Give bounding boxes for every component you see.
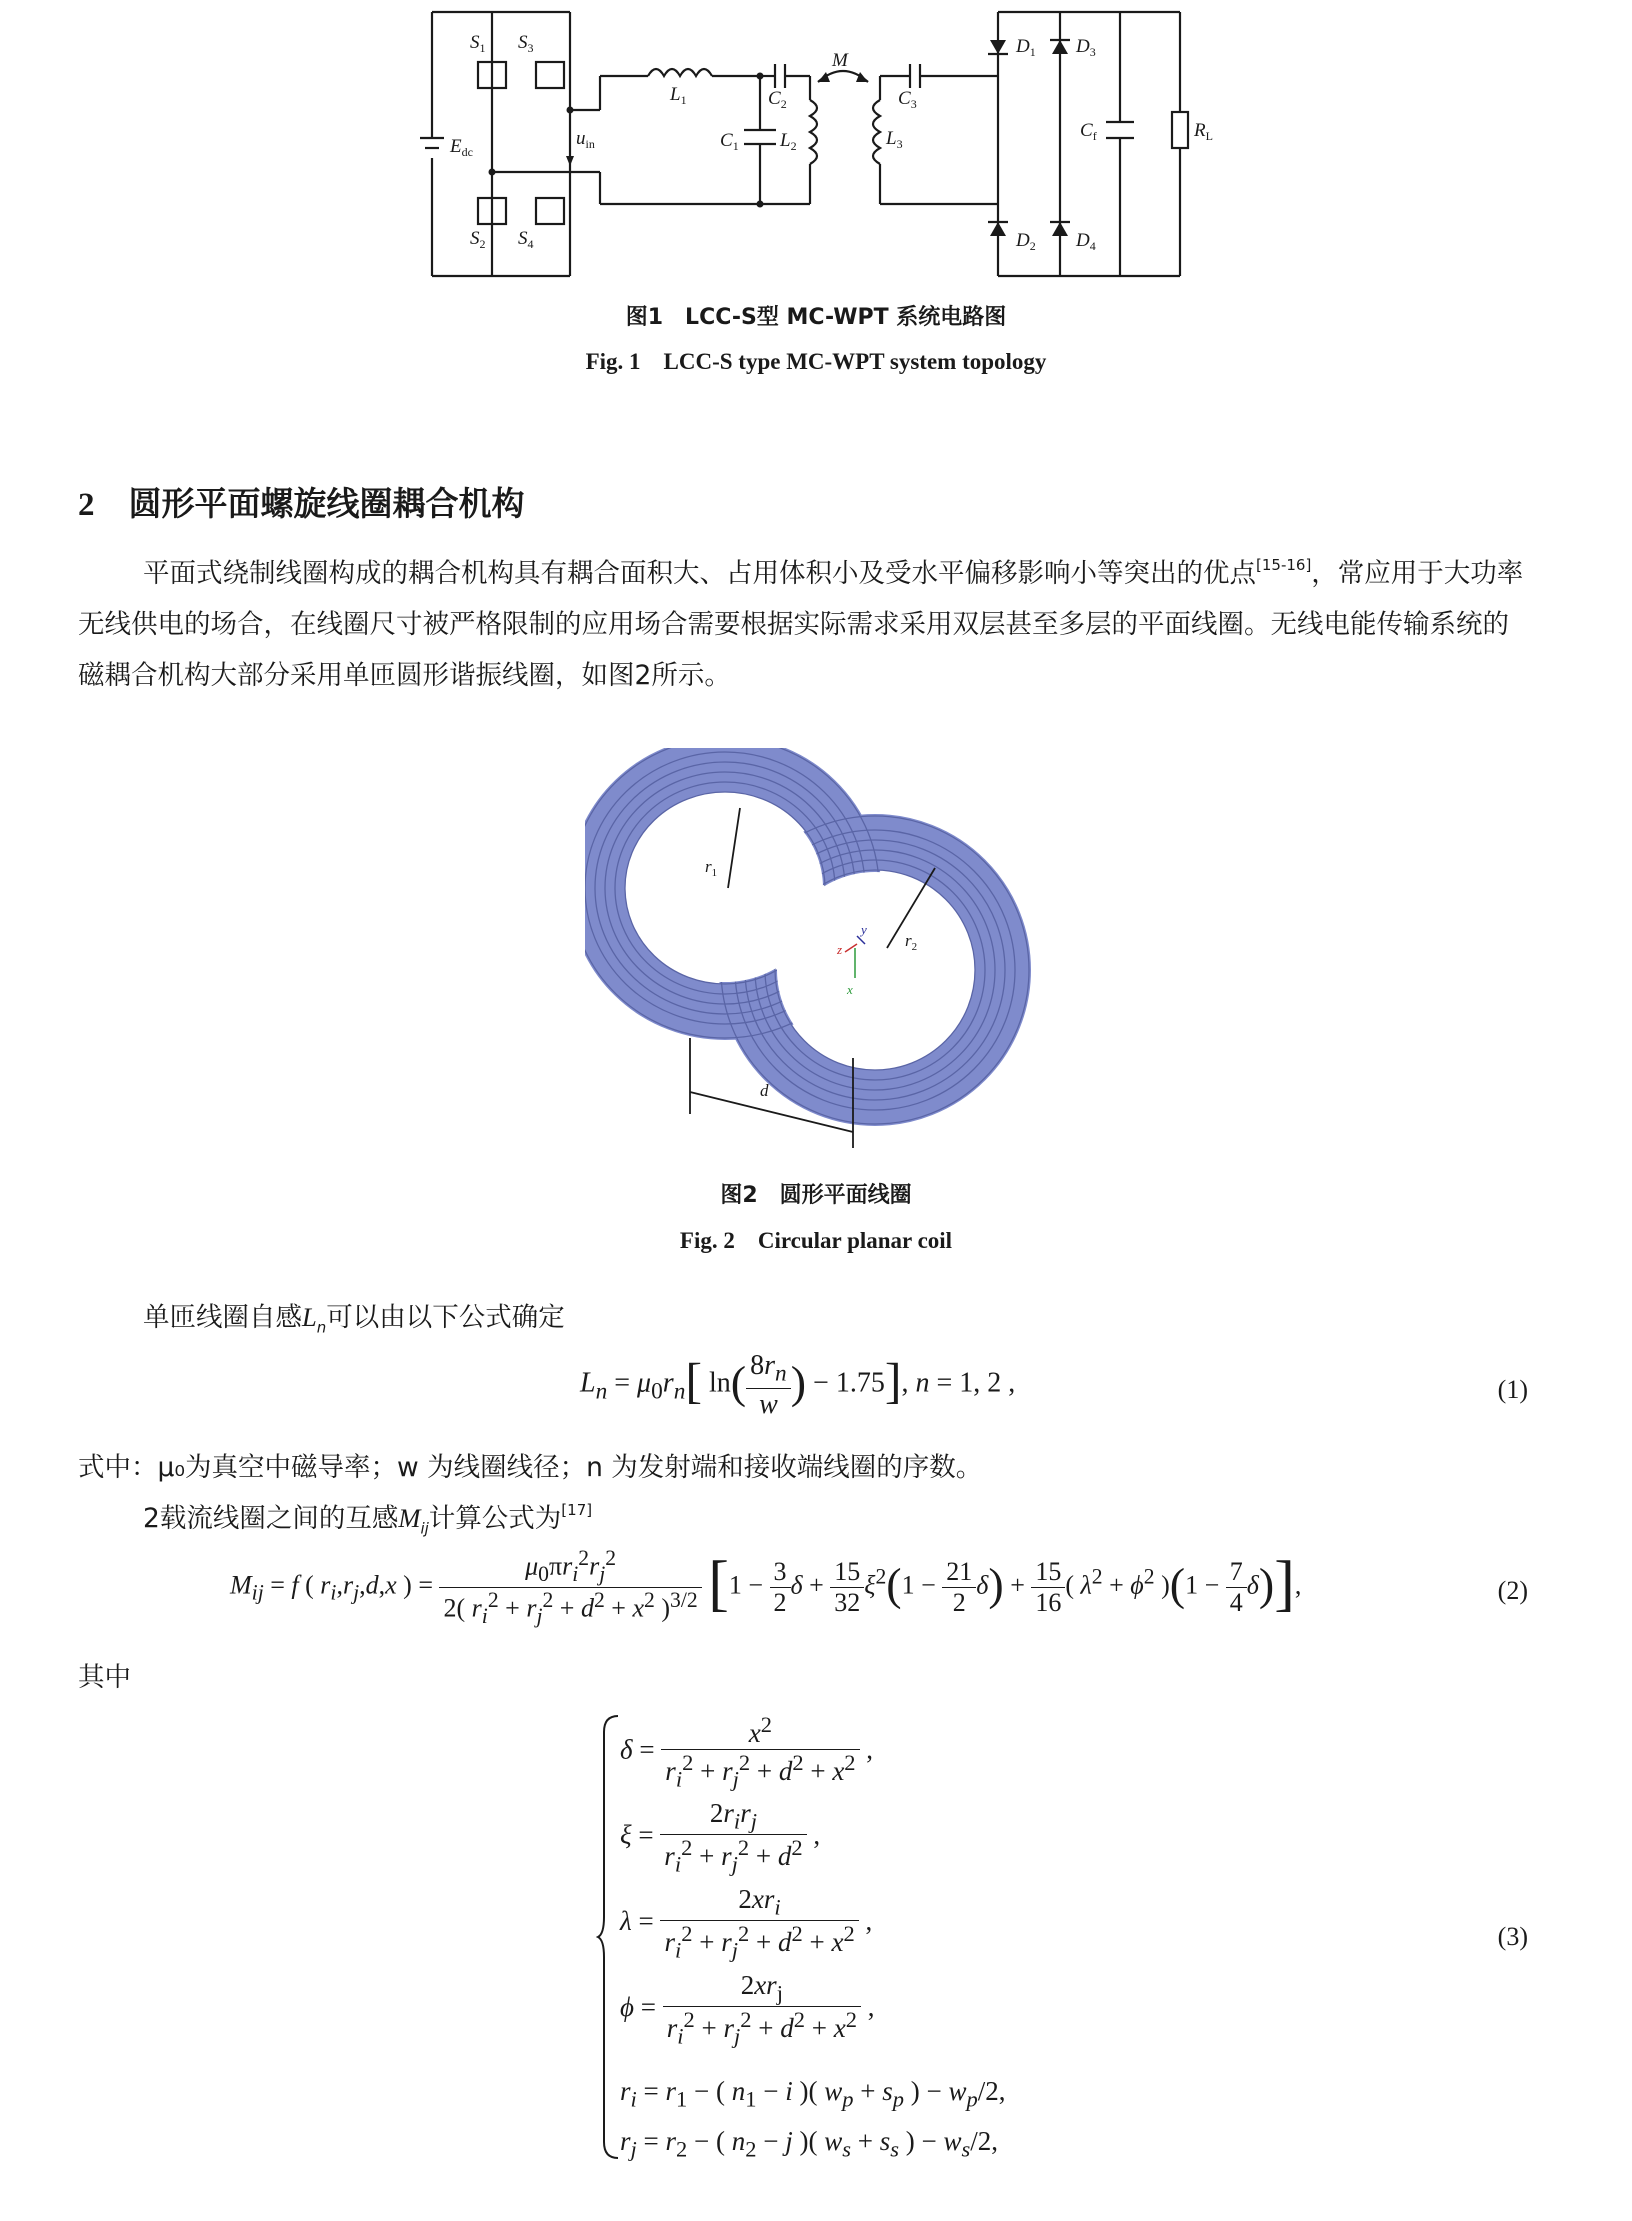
axis-z-label: z: [837, 942, 843, 957]
label-d4: $D_4$: [1076, 230, 1096, 253]
label-l3: $L_3$: [886, 128, 903, 151]
equation-3-xi: ξ = $\frac{2r_ir_j}{r_i^2 + r_j^2 + d^2}$ ,: [620, 1798, 821, 1877]
label-s1: $S_1$: [470, 32, 486, 55]
label-r1: $r_1$: [705, 857, 718, 879]
mutual-inductance-intro: 2载流线圈之间的互感$M_{ij}$计算公式为[17]: [143, 1501, 593, 1538]
label-d-distance: d: [760, 1081, 769, 1100]
section-number: 2: [78, 487, 95, 523]
label-s2: $S_2$: [470, 228, 486, 251]
section-title: 圆形平面螺旋线圈耦合机构: [128, 484, 525, 523]
paragraph-intro: [78, 548, 1528, 701]
citation-15-16: [15-16]: [1256, 556, 1312, 574]
figure1-caption-zh: 图1 LCC-S型 MC-WPT 系统电路图: [625, 305, 1007, 330]
equation-2: $M_{ij} = f$ ( $r_i,r_j,d,x$ ) = $\frac{\mu_0\pi r_i^2r_j^2}{2( r_i^2 + r_j^2 + d^2 + x^2 )^{3/2}}$ [1 − $\frac{3}{2}$ δ + $\frac{15}{32}$ $\xi^2(1$ − $\frac{21}{2}$ δ) + $\frac{15}{16}$ ( $\lambda^2 + \phi^2$ )(1 − $\frac{7}{4}$ δ)],: [230, 1546, 1302, 1628]
label-c3: $C_3$: [898, 88, 917, 111]
label-d1: $D_1$: [1016, 36, 1036, 59]
self-inductance-intro: 单匝线圈自感$L_n$可以由以下公式确定: [143, 1302, 565, 1337]
label-d2: $D_2$: [1016, 230, 1036, 253]
label-d3: $D_3$: [1076, 36, 1096, 59]
paragraph-intro-rest: ，常应用于大功率无线供电的场合，在线圈尺寸被严格限制的应用场合需要根据实际需求采用双层甚至多层的平面线圈。无线电能传输系统的磁耦合机构大部分采用单匝圆形谐振线圈，如图2所示。: [78, 558, 1524, 691]
equation-3-number: (3): [1497, 1922, 1528, 1951]
label-r2: $r_2$: [905, 931, 918, 953]
equation-3-brace: [596, 1712, 622, 2162]
qizhong-label: 其中: [78, 1662, 131, 1693]
equation-2-number: (2): [1497, 1576, 1528, 1605]
label-l1: $L_1$: [670, 84, 687, 107]
axis-x-label: x: [847, 982, 853, 997]
equation-3-lambda: λ = $\frac{2xr_i}{r_i^2 + r_j^2 + d^2 + x^2}$ ,: [620, 1884, 873, 1963]
figure2-caption-zh: 图2 圆形平面线圈: [720, 1183, 912, 1208]
equation-3-phi: ϕ = $\frac{2xr_j}{r_i^2 + r_j^2 + d^2 + x^2}$ ,: [620, 1970, 875, 2049]
figure1-caption-en: Fig. 1 LCC-S type MC-WPT system topology: [585, 349, 1047, 374]
label-cf: $C_f$: [1080, 120, 1097, 143]
label-edc: $E_{dc}$: [450, 136, 473, 159]
equation-1: $L_n = \mu_0r_n$[ ln( $\frac{8r_n}{w}$ ) − 1.75], n = 1, 2 ,: [580, 1350, 1016, 1420]
citation-17: [17]: [561, 1501, 593, 1519]
equation-3-ri: $r_i = r_1$ − ( $n_1 - i$ )( $w_p + s_p$ ) − $w_p/2$,: [620, 2076, 1006, 2112]
figure1-circuit: [420, 0, 1220, 290]
label-l2: $L_2$: [780, 130, 797, 153]
label-uin: $u_{in}$: [576, 128, 595, 151]
label-s3: $S_3$: [518, 32, 534, 55]
paragraph-intro-text: 平面式绕制线圈构成的耦合机构具有耦合面积大、占用体积小及受水平偏移影响小等突出的优点: [143, 558, 1256, 589]
equation-3-delta: δ = $\frac{x^2}{r_i^2 + r_j^2 + d^2 + x^2}$ ,: [620, 1712, 874, 1792]
where-clause-1: 式中：μ₀为真空中磁导率；w 为线圈线径；n 为发射端和接收端线圈的序数。: [78, 1452, 983, 1483]
label-c2: $C_2$: [768, 88, 787, 111]
figure2-coils: [585, 748, 1035, 1148]
equation-3-rj: $r_j = r_2$ − ( $n_2 - j$ )( $w_s + s_s$ ) − $w_s/2$,: [620, 2126, 999, 2162]
label-s4: $S_4$: [518, 228, 534, 251]
section-heading: [78, 478, 525, 525]
label-m: M: [832, 50, 848, 71]
figure2-caption-en: Fig. 2 Circular planar coil: [679, 1228, 953, 1253]
equation-1-number: (1): [1497, 1375, 1528, 1404]
axis-y-label: y: [861, 922, 867, 937]
label-c1: $C_1$: [720, 130, 739, 153]
label-rl: $R_L$: [1194, 120, 1213, 143]
